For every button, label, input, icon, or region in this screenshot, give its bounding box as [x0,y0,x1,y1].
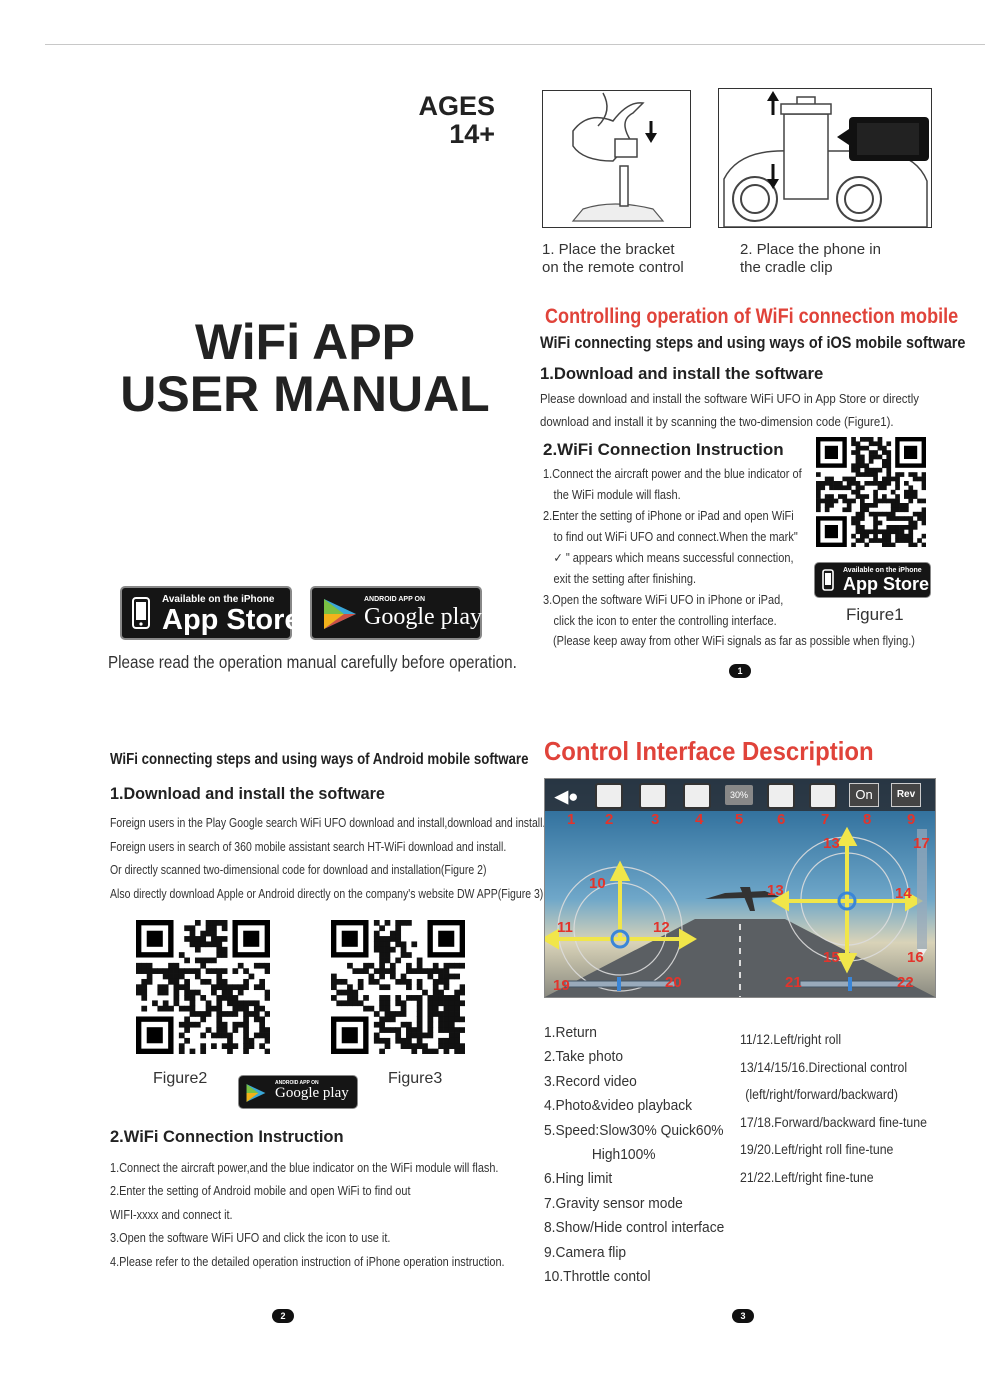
list-item: 5.Speed:Slow30% Quick60% [544,1121,724,1139]
label-9: 9 [907,811,916,828]
list-item: 6.Hing limit [544,1170,613,1188]
label-17: 17 [913,835,930,852]
ios-red-title: Controlling operation of WiFi connection mobile [545,305,959,328]
list-item: 10.Throttle contol [544,1268,651,1286]
android-steps [110,1156,505,1273]
label-12: 12 [653,919,670,936]
label-19: 19 [553,977,570,994]
label-20: 20 [665,974,682,991]
label-7: 7 [821,811,830,828]
ios-qr-code[interactable] [816,437,926,547]
figure2-label: Figure2 [153,1070,208,1087]
gravity-sensor-icon[interactable] [809,783,837,809]
ios-step-1: 1.Connect the aircraft power and the blue indicator of the WiFi module will flash. [543,467,802,502]
show-hide-toggle[interactable]: On [849,783,879,807]
label-6: 6 [777,811,786,828]
android-subtitle: WiFi connecting steps and using ways of Android mobile software [110,751,529,768]
camera-flip-button[interactable]: Rev [891,783,921,807]
list-item: 8.Show/Hide control interface [544,1219,725,1237]
list-item: 21/22.Left/right fine-tune [740,1168,874,1185]
page-number-2: 2 [272,1309,294,1323]
label-21: 21 [785,974,802,991]
label-13: 13 [767,882,784,899]
list-item: 11/12.Left/right roll [740,1031,842,1047]
label-8: 8 [863,811,872,828]
label-22: 22 [897,974,914,991]
android-wifi-heading: 2.WiFi Connection Instruction [110,1128,344,1146]
android-gp-small-text: ANDROID APP ON [275,1080,319,1086]
ios-step-2: 2.Enter the setting of iPhone or iPad and open WiFi to find out WiFi UFO and connect.When the mark" ✓ " appears which means successful connection, exit the setting after finishing. [543,509,798,586]
ios-badge-small-text: Available on the iPhone [843,567,922,574]
speed-button[interactable]: 30% [725,785,753,805]
android-download-heading: 1.Download and install the software [110,785,385,803]
android-step-2: 2.Enter the setting of Android mobile and open WiFi to find out [110,1183,411,1199]
google-play-badge[interactable] [310,586,482,640]
google-play-big-text: Google play [364,604,482,630]
list-item: 17/18.Forward/backward fine-tune [740,1113,927,1130]
label-13-b: 13 [823,835,840,852]
android-qr-code-figure2[interactable] [136,920,270,1054]
list-item: 4.Photo&video playback [544,1097,693,1115]
setup-caption-1: 1. Place the bracket on the remote control [542,241,684,276]
android-step-3: 3.Open the software WiFi UFO and click the icon to use it. [110,1230,391,1246]
phone-icon [822,569,834,591]
android-step-2-cont: WIFI-xxxx and connect it. [110,1206,233,1222]
android-google-play-badge[interactable] [238,1075,358,1109]
list-item: 1.Return [544,1024,597,1041]
list-item: (left/right/forward/backward) [745,1086,898,1103]
app-store-small-text: Available on the iPhone [162,594,275,605]
android-download-line-3: Or directly scanned two-dimensional code for download and installation(Figure 2) [110,863,487,877]
play-triangle-icon [322,597,358,631]
top-rule [45,44,985,45]
label-15: 15 [823,949,840,966]
list-item: 3.Record video [544,1072,637,1090]
label-4: 4 [695,811,704,828]
age-rating [395,92,495,148]
video-record-icon[interactable] [639,783,667,809]
figure1-label: Figure1 [846,605,904,624]
ios-note: (Please keep away from other WiFi signals as far as possible when flying.) [553,634,915,648]
android-download-lines [110,812,546,906]
label-11: 11 [557,919,573,936]
android-download-line-2: Foreign users in search of 360 mobile assistant search HT-WiFi download and install. [110,839,507,854]
ages-label: AGES [418,91,495,121]
bracket-illustration [543,91,690,227]
page-number-3: 3 [732,1309,754,1323]
google-play-small-text: ANDROID APP ON [364,596,426,603]
figure3-label: Figure3 [388,1070,443,1087]
ios-steps [543,464,803,632]
label-1: 1 [567,811,576,828]
ios-wifi-heading: 2.WiFi Connection Instruction [543,440,784,459]
list-item: 2.Take photo [544,1048,624,1066]
ios-app-store-badge[interactable] [814,562,931,598]
android-qr-code-figure3[interactable] [331,920,465,1054]
label-5: 5 [735,811,744,828]
list-item: High100% [591,1146,656,1164]
phone-icon [132,597,150,629]
manual-title [95,316,515,420]
setup-caption-2: 2. Place the phone in the cradle clip [740,241,881,276]
android-download-line-1: Foreign users in the Play Google search WiFi UFO download and install,download and install. [110,816,546,830]
ages-value: 14+ [449,119,495,149]
android-gp-big-text: Google play [275,1085,349,1101]
app-store-big-text: App Store [162,604,301,636]
camera-icon[interactable] [595,783,623,809]
ios-badge-big-text: App Store [843,574,930,594]
playback-icon[interactable] [683,783,711,809]
title-line-2: USER MANUAL [120,366,490,422]
bracket-figure [542,90,691,228]
app-store-badge[interactable] [120,586,301,640]
android-step-4: 4.Please refer to the detailed operation instruction of iPhone operation instruction. [110,1253,505,1269]
list-item: 19/20.Left/right roll fine-tune [740,1141,894,1158]
label-2: 2 [605,811,614,828]
label-16: 16 [907,949,924,966]
ios-download-heading: 1.Download and install the software [540,364,824,383]
label-10: 10 [589,875,606,892]
control-list-right [740,1026,927,1192]
list-item: 13/14/15/16.Directional control [740,1058,908,1075]
label-14: 14 [895,885,912,902]
ios-download-text: Please download and install the software WiFi UFO in App Store or directly download and install it by scanning the two-dimension code (Figure1). [540,391,919,429]
list-item: 7.Gravity sensor mode [544,1194,683,1212]
cradle-illustration [719,89,931,227]
ios-step-3: 3.Open the software WiFi UFO in iPhone or iPad, click the icon to enter the controlling interface. [543,593,784,628]
android-step-1: 1.Connect the aircraft power,and the blue indicator on the WiFi module will flash. [110,1160,499,1175]
return-icon[interactable]: ◀● [555,787,579,806]
android-download-line-4: Also directly download Apple or Android directly on the company's website DW APP(Figure 3) [110,886,544,901]
play-triangle-icon [245,1083,267,1103]
list-item: 9.Camera flip [544,1243,627,1261]
control-list-left [544,1021,724,1289]
title-line-1: WiFi APP [195,314,415,370]
ios-subtitle: WiFi connecting steps and using ways of iOS mobile software [540,333,966,352]
label-3: 3 [651,811,660,828]
height-limit-icon[interactable] [767,783,795,809]
control-interface-title: Control Interface Description [544,736,874,766]
cradle-figure [718,88,932,228]
control-interface-screenshot [544,778,936,998]
page-number-1: 1 [729,664,751,678]
read-manual-note: Please read the operation manual carefully before operation. [108,652,517,672]
